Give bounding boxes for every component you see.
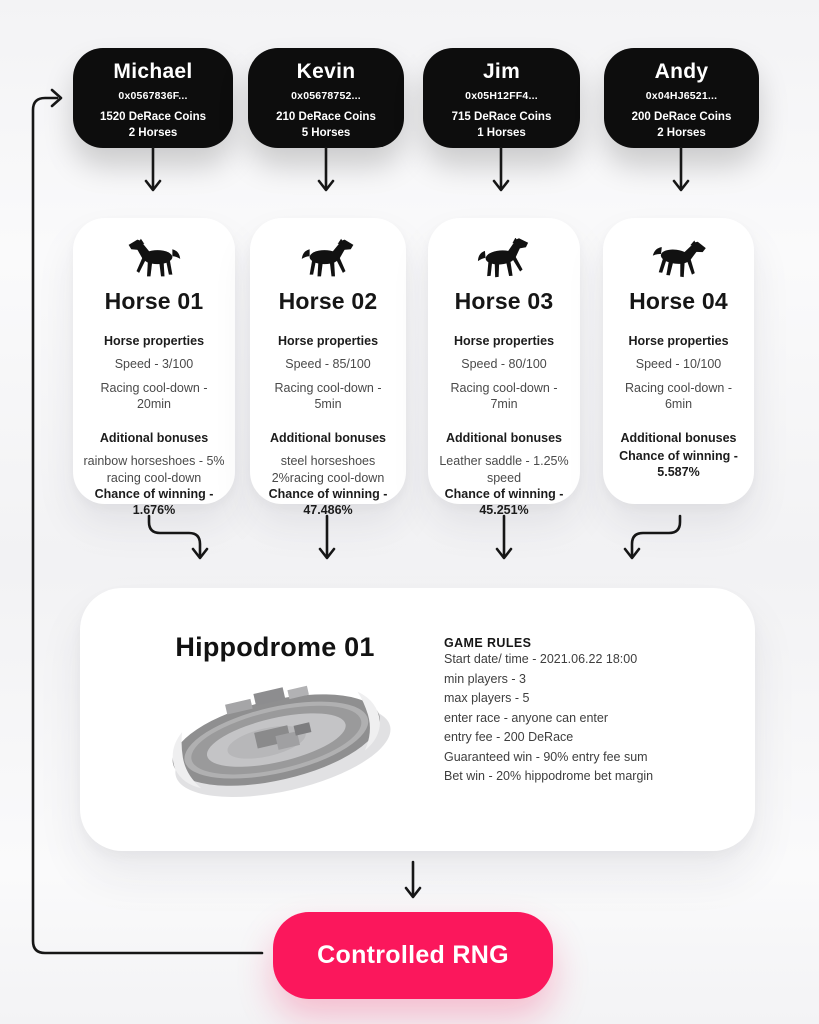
player-card-jim: [423, 48, 580, 148]
player-balance: [276, 109, 376, 141]
player-name: Kevin: [296, 60, 356, 83]
game-rules-title: GAME RULES: [444, 636, 532, 650]
horse-cooldown: Racing cool-down - 6min: [625, 380, 732, 411]
horse-title: Horse 02: [278, 288, 378, 314]
horse-speed: Speed - 85/100: [285, 357, 371, 372]
horse-icon: [300, 238, 356, 278]
horse-winning-chance: [619, 448, 738, 481]
player-card-michael: [73, 48, 233, 148]
player-coins: 1520 DeRace Coins: [99, 111, 207, 124]
arrow-horse01-to-hippodrome: [149, 516, 207, 558]
horse-bonus: racing cool-down: [106, 470, 202, 485]
player-wallet-address: 0x05H12FF4...: [465, 90, 538, 103]
horse-cooldown: Racing cool-down - 20min: [100, 380, 208, 411]
horse-speed: Speed - 10/100: [635, 357, 722, 372]
horse-winning-chance: [269, 486, 388, 519]
horse-card-02: [250, 218, 406, 517]
horse-properties-label: Horse properties: [453, 334, 555, 348]
arrow-horse02-to-hippodrome: [320, 516, 334, 558]
arrow-andy-to-horse04: [674, 148, 688, 190]
arrow-jim-to-horse03: [494, 148, 508, 190]
chance-value: 47.486%: [303, 503, 353, 517]
horse-icon: [126, 238, 182, 278]
horse-cooldown: Racing cool-down - 7min: [450, 380, 558, 411]
player-coins: 715 DeRace Coins: [451, 111, 552, 124]
rule-guaranteed-win: Guaranteed win - 90% entry fee sum: [444, 749, 648, 764]
horse-cooldown: Racing cool-down - 5min: [274, 380, 382, 411]
rule-bet-win: Bet win - 20% hippodrome bet margin: [444, 769, 654, 783]
horse-bonus: 2%racing cool-down: [271, 470, 385, 485]
player-horse-count: 2 Horses: [128, 127, 178, 140]
arrow-hippodrome-to-rng: [406, 862, 420, 897]
arrow-horse03-to-hippodrome: [497, 516, 511, 558]
horse-bonuses-label: Additional bonuses: [270, 431, 386, 445]
arrow-kevin-to-horse02: [319, 148, 333, 190]
horse-title: Horse 04: [629, 288, 728, 314]
rule-min-players: min players - 3: [444, 671, 526, 686]
player-balance: [452, 109, 552, 141]
horse-bonus: steel horseshoes: [280, 454, 376, 469]
player-horse-count: 5 Horses: [301, 127, 351, 140]
player-card-kevin: [248, 48, 404, 148]
player-name: Jim: [482, 60, 521, 83]
player-balance: [100, 109, 206, 141]
hippodrome-card: [80, 588, 755, 851]
chance-value: 45.251%: [479, 503, 529, 517]
player-wallet-address: 0x0567836F...: [118, 90, 188, 103]
horse-title: Horse 03: [454, 288, 554, 314]
horse-properties-label: Horse properties: [277, 334, 379, 348]
hippodrome-title: Hippodrome 01: [175, 632, 375, 662]
horse-properties-label: Horse properties: [628, 334, 729, 348]
rule-enter-race: enter race - anyone can enter: [444, 710, 608, 725]
horse-icon: [476, 238, 532, 278]
chance-label: Chance of winning -: [619, 448, 738, 463]
rule-entry-fee: entry fee - 200 DeRace: [444, 730, 574, 744]
horse-card-03: [428, 218, 580, 517]
player-horse-count: 2 Horses: [657, 127, 706, 140]
horse-card-01: [73, 218, 235, 517]
player-horse-count: 1 Horses: [477, 127, 526, 140]
horse-properties-label: Horse properties: [103, 334, 205, 348]
arrow-horse04-to-hippodrome: [625, 516, 680, 558]
chance-label: Chance of winning -: [444, 486, 564, 501]
horse-bonuses-label: Additional bonuses: [446, 431, 562, 445]
arrow-michael-to-horse01: [146, 148, 160, 190]
horse-speed: Speed - 3/100: [114, 357, 194, 372]
horse-bonuses-label: Additional bonuses: [620, 431, 737, 445]
player-card-andy: [604, 48, 759, 148]
chance-value: 1.676%: [132, 503, 176, 517]
horse-speed: Speed - 80/100: [461, 357, 547, 372]
rule-max-players: max players - 5: [444, 691, 530, 705]
horse-bonus: rainbow horseshoes - 5%: [83, 454, 225, 469]
player-wallet-address: 0x04HJ6521...: [645, 90, 718, 103]
player-name: Michael: [113, 60, 193, 83]
player-coins: 200 DeRace Coins: [631, 111, 732, 124]
chance-label: Chance of winning -: [94, 486, 214, 501]
horse-title: Horse 01: [104, 288, 204, 314]
player-wallet-address: 0x05678752...: [291, 90, 361, 103]
horse-bonuses-label: Aditional bonuses: [99, 431, 209, 445]
horse-icon: [651, 238, 707, 278]
game-rules-panel: [444, 636, 744, 787]
horse-bonus: Leather saddle - 1.25% speed: [439, 454, 569, 485]
horse-winning-chance: [445, 486, 564, 519]
horse-card-04: [603, 218, 754, 504]
player-name: Andy: [654, 60, 709, 83]
player-coins: 210 DeRace Coins: [276, 111, 376, 124]
horse-winning-chance: [95, 486, 214, 519]
controlled-rng-button[interactable]: Controlled RNG: [273, 912, 553, 999]
chance-label: Chance of winning -: [268, 486, 388, 501]
player-balance: [632, 109, 732, 141]
rule-start: Start date/ time - 2021.06.22 18:00: [444, 652, 638, 666]
chance-value: 5.587%: [657, 464, 700, 479]
hippodrome-racetrack-image: [157, 678, 397, 808]
